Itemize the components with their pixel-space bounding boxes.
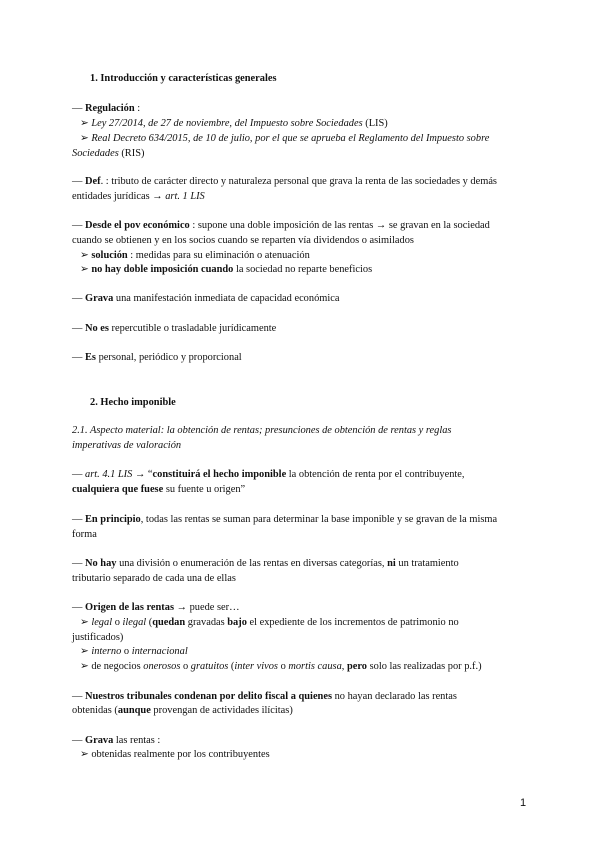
section-1-heading: 1. Introducción y características generales: [90, 73, 277, 84]
art-paragraph: — art. 4.1 LIS → “constituirá el hecho imponible la obtención de renta por el contribuyente,: [72, 469, 465, 480]
es-paragraph: — Es personal, periódico y proporcional: [72, 352, 242, 363]
nohay-paragraph-cont: tributario separado de cada una de ellas: [72, 573, 236, 584]
regulacion-heading: — Regulación :: [72, 103, 141, 114]
desde-item-no-doble: ➢ no hay doble imposición cuando la sociedad no reparte beneficios: [80, 264, 373, 275]
art-paragraph-cont: cualquiera que fuese su fuente u origen”: [72, 484, 246, 495]
noes-paragraph: — No es repercutible o trasladable jurídicamente: [72, 323, 277, 334]
grava-rentas-paragraph: — Grava las rentas :: [72, 735, 161, 746]
origen-item-legal: ➢ legal o ilegal (quedan gravadas bajo el expediente de los incrementos de patrimonio no: [80, 617, 459, 628]
nohay-paragraph: — No hay una división o enumeración de las rentas en diversas categorías, ni un tratamiento: [72, 558, 459, 569]
principio-paragraph: — En principio, todas las rentas se suman para determinar la base imponible y se gravan de la misma: [72, 514, 498, 525]
subsection-title-cont: imperativas de valoración: [72, 440, 182, 451]
grava-rentas-item: ➢ obtenidas realmente por los contribuyentes: [80, 749, 270, 760]
desde-item-solucion: ➢ solución : medidas para su eliminación o atenuación: [80, 250, 310, 261]
page-number: 1: [520, 797, 527, 809]
tribunales-paragraph-cont: obtenidas (aunque provengan de actividades ilícitas): [72, 705, 293, 716]
grava-paragraph: — Grava una manifestación inmediata de capacidad económica: [72, 293, 340, 304]
origen-item-negocios: ➢ de negocios onerosos o gratuitos (inter vivos o mortis causa, pero solo las realizadas por p.f.): [80, 661, 482, 672]
subsection-title: 2.1. Aspecto material: la obtención de rentas; presunciones de obtención de rentas y reglas: [72, 425, 452, 436]
origen-paragraph: — Origen de las rentas → puede ser…: [72, 602, 240, 613]
regulacion-item-ris: ➢ Real Decreto 634/2015, de 10 de julio, por el que se aprueba el Reglamento del Impuesto sobre: [80, 133, 490, 144]
desde-paragraph-cont: cuando se obtienen y en los socios cuando se reparten vía dividendos o asimilados: [72, 235, 414, 246]
regulacion-item-ris-cont: Sociedades (RIS): [72, 148, 145, 159]
origen-item-interno: ➢ interno o internacional: [80, 646, 188, 657]
regulacion-item-lis: ➢ Ley 27/2014, de 27 de noviembre, del Impuesto sobre Sociedades (LIS): [80, 118, 388, 129]
principio-paragraph-cont: forma: [72, 529, 97, 540]
def-paragraph-cont: entidades jurídicas → art. 1 LIS: [72, 191, 205, 202]
tribunales-paragraph: — Nuestros tribunales condenan por delito fiscal a quienes no hayan declarado las rentas: [72, 691, 457, 702]
def-paragraph: — Def. : tributo de carácter directo y naturaleza personal que grava la renta de las sociedades y demás: [72, 176, 497, 187]
section-2-heading: 2. Hecho imponible: [90, 397, 176, 408]
origen-item-legal-cont: justificados): [72, 632, 124, 643]
desde-paragraph: — Desde el pov económico : supone una doble imposición de las rentas → se gravan en la sociedad: [72, 220, 490, 231]
